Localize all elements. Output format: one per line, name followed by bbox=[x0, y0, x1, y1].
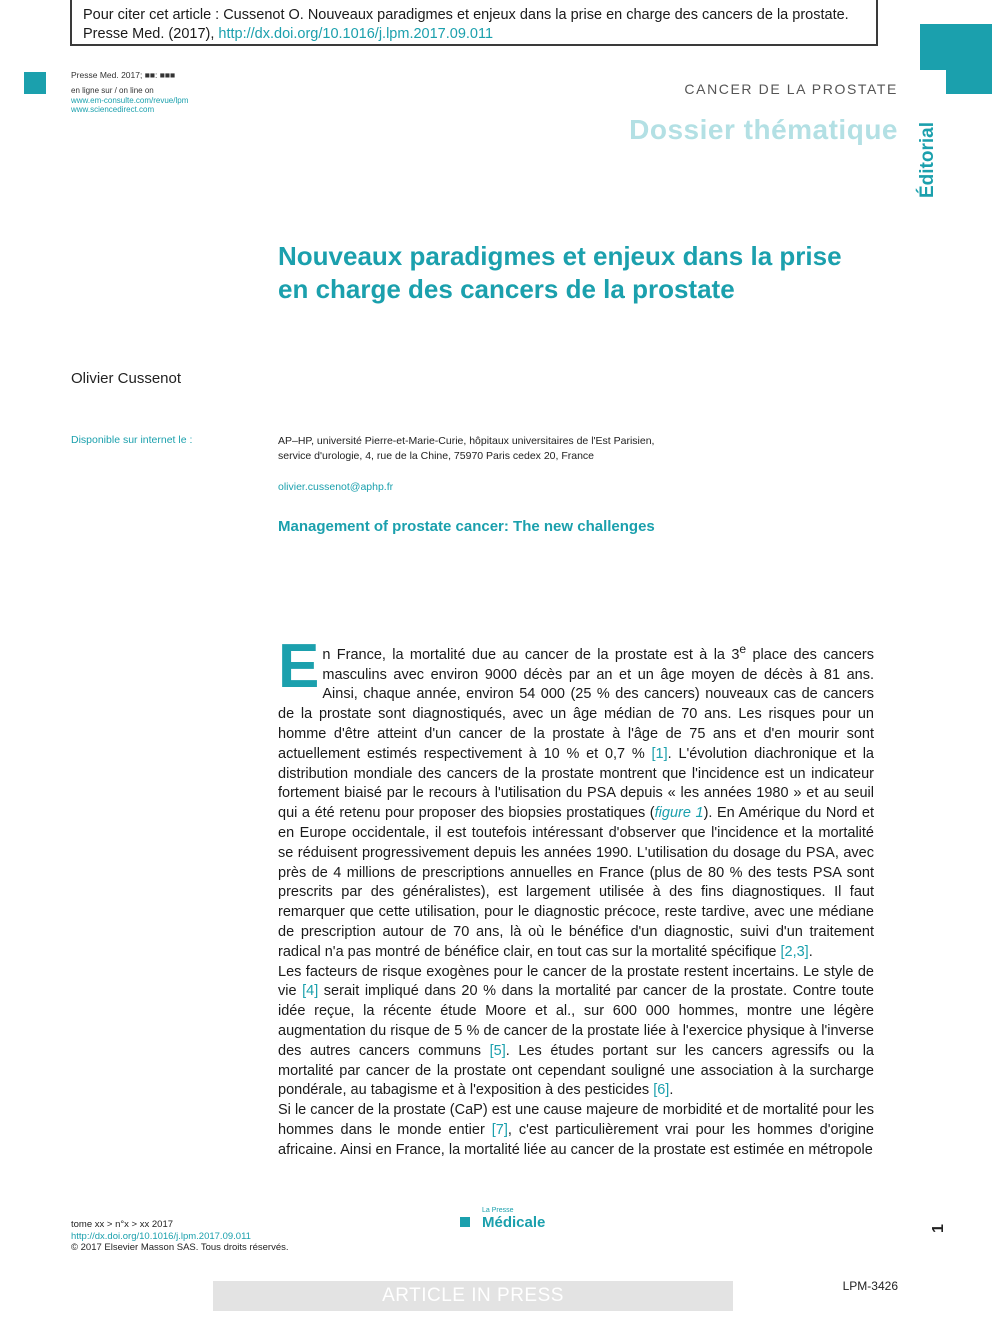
online-link-sciencedirect[interactable]: www.sciencedirect.com bbox=[71, 105, 155, 114]
english-title: Management of prostate cancer: The new challenges bbox=[278, 518, 655, 535]
reference-link[interactable]: [5] bbox=[489, 1042, 506, 1059]
reference-link[interactable]: [6] bbox=[653, 1082, 670, 1099]
logo-main-text: Médicale bbox=[482, 1214, 546, 1231]
section-tab-notch bbox=[920, 70, 946, 94]
reference-link[interactable]: [2,3] bbox=[780, 943, 809, 960]
author-email-link[interactable]: olivier.cussenot@aphp.fr bbox=[278, 481, 394, 493]
reference-link[interactable]: [4] bbox=[302, 983, 319, 1000]
text-span: place des cancers masculins avec environ 9000 décès par an et un âge moyen de décès à 81 ans. Ainsi, chaque année, environ 54 000 (25 % des cancers) nouveaux cas de cancers de la prostate sont diagnostiqués, avec un âge médian de 70 ans. Les risques pour un homme d'être atteint d'un cancer de la prostate à l'âge de 75 ans et d'en mourir sont actuellement estimés respectivement à 10 % et 0,7 % bbox=[278, 646, 875, 762]
text-span: . L'évolution diachronique et la distribution mondiale des cancers de la prostate montrent que l'incidence est un indicateur fortement biaisé par le recours à l'utilisation du PSA depuis « les années 1980 » et au seuil qui a été retenu pour proposer des biopsies prostatiques ( bbox=[278, 745, 874, 822]
reference-link[interactable]: [1] bbox=[651, 745, 668, 762]
text-span: ). En Amérique du Nord et en Europe occidentale, il est toutefois intéressant d'observer que l'incidence et la mortalité se réduisent progressivement depuis les années 1990. L'utilisation du dosage du PSA, avec près de 4 millions de prescriptions annuelles en France (plus de 80 % des tests PSA sont prescrits par des généralistes), est largement utilisée à des fins diagnostiques. Il faut remarquer que cette utilisation, pour le diagnostic précoce, reste tardive, avec une médiane de prescription autour de 70 ans, là où le bénéfice d'un diagnostic, suivi d'un traitement radical n'a pas montré de bénéfice clair, en tout cas sur la mortalité spécifique bbox=[278, 805, 874, 960]
footer-doi-link[interactable]: http://dx.doi.org/10.1016/j.lpm.2017.09.011 bbox=[71, 1230, 251, 1242]
superscript: e bbox=[739, 642, 747, 656]
article-body bbox=[278, 632, 875, 1161]
figure-link[interactable]: figure 1 bbox=[654, 805, 704, 822]
page-number: 1 bbox=[930, 1224, 947, 1233]
footer-info bbox=[71, 1219, 289, 1254]
affiliation-line-1: AP–HP, université Pierre-et-Marie-Curie, hôpitaux universitaires de l'Est Parisien, bbox=[278, 435, 655, 447]
drop-cap: E bbox=[278, 632, 320, 701]
journal-marker-square bbox=[24, 72, 46, 94]
text-span: . bbox=[808, 943, 813, 960]
citation-doi-link[interactable]: http://dx.doi.org/10.1016/j.lpm.2017.09.011 bbox=[218, 26, 494, 42]
article-in-press-banner: ARTICLE IN PRESS bbox=[213, 1281, 733, 1311]
affiliation bbox=[278, 434, 698, 464]
affiliation-line-2: service d'urologie, 4, rue de la Chine, 75970 Paris cedex 20, France bbox=[278, 450, 595, 462]
available-label: Disponible sur internet le : bbox=[71, 434, 193, 446]
paragraph-1 bbox=[278, 632, 875, 963]
section-heading: CANCER DE LA PROSTATE bbox=[684, 81, 898, 97]
logo-square-icon bbox=[460, 1217, 470, 1227]
copyright: © 2017 Elsevier Masson SAS. Tous droits réservés. bbox=[71, 1242, 289, 1253]
volume-info: tome xx > n°x > xx 2017 bbox=[71, 1219, 174, 1230]
citation-text: Pour citer cet article : Cussenot O. Nouveaux paradigmes et enjeux dans la prise en charge des cancers de la prostate. Presse Med. (2017), bbox=[83, 7, 849, 42]
text-span: Si le cancer de la prostate (CaP) est une cause majeure de morbidité et de mortalité pour les hommes dans le monde entier bbox=[278, 1102, 874, 1138]
online-label: en ligne sur / on line on bbox=[71, 86, 154, 95]
side-label-editorial: Éditorial bbox=[917, 121, 938, 198]
text-span: n France, la mortalité due au cancer de la prostate est à la 3 bbox=[322, 646, 740, 663]
citation-box bbox=[70, 0, 878, 46]
author-name: Olivier Cussenot bbox=[71, 370, 182, 387]
text-span: . Les études portant sur les cancers agressifs ou la mortalité par cancer de la prostate ont cependant souligné une association à la surcharge pondérale, au tabagisme et à l'exposition à des pesticides bbox=[278, 1042, 874, 1099]
text-span: , c'est particulièrement vrai pour les hommes d'origine africaine. Ainsi en France, la mortalité liée au cancer de la prostate est estimée en métropole bbox=[278, 1121, 874, 1158]
text-span: . bbox=[669, 1082, 674, 1099]
journal-meta: Presse Med. 2017; ■■: ■■■ bbox=[71, 70, 176, 80]
article-code: LPM-3426 bbox=[842, 1279, 898, 1293]
online-link-emconsulte[interactable]: www.em-consulte.com/revue/lpm bbox=[71, 95, 189, 105]
dossier-heading: Dossier thématique bbox=[629, 114, 898, 145]
paragraph-2 bbox=[278, 963, 874, 1102]
text-span: serait impliqué dans 20 % dans la mortalité par cancer de la prostate. Contre toute idée reçue, la récente étude Moore et al., sur 600 000 hommes, montre une légère augmentation du risque de 5 % de cancer de la prostate liée à l'exercice physique à l'inverse des autres cancers communs bbox=[278, 983, 874, 1059]
article-title: Nouveaux paradigmes et enjeux dans la prise en charge des cancers de la prostate bbox=[278, 241, 842, 304]
online-info bbox=[71, 86, 188, 115]
reference-link[interactable]: [7] bbox=[491, 1121, 508, 1138]
text-span: Les facteurs de risque exogènes pour le cancer de la prostate restent incertains. Le style de vie bbox=[278, 963, 874, 1000]
logo-small-text: La Presse bbox=[482, 1207, 514, 1214]
paragraph-3 bbox=[278, 1101, 874, 1160]
